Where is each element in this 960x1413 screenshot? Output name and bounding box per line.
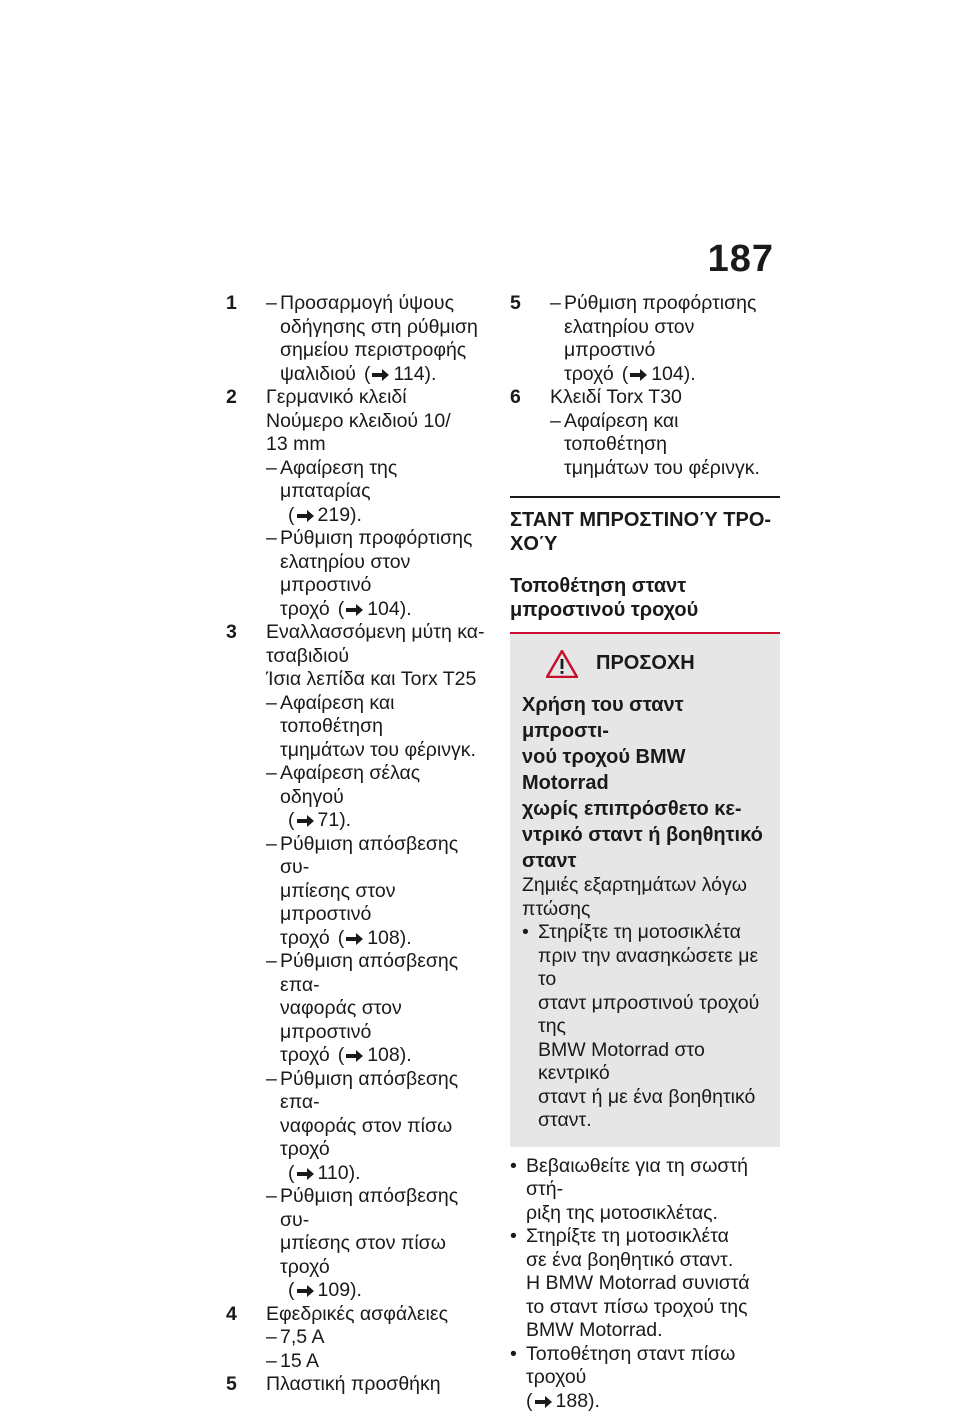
page-reference: ( 188). xyxy=(526,1390,600,1413)
line-text: σημείου περιστροφής xyxy=(280,339,466,361)
line-text: μπίεσης στον πίσω τροχό xyxy=(280,1232,446,1278)
warning-action-line: σταντ ή με ένα βοηθητικό xyxy=(538,1086,768,1110)
reference-page-number: 219). xyxy=(318,504,362,526)
line-text: Προσαρμογή ύψους xyxy=(280,292,454,314)
page-reference: ( 108). xyxy=(330,927,412,951)
item-text-line xyxy=(550,457,780,481)
sub-action-line xyxy=(266,692,488,739)
line-text: ελατηρίου στον μπροστινό xyxy=(280,551,410,597)
arrow-right-icon xyxy=(372,369,389,381)
page-reference: ( 104). xyxy=(614,363,696,387)
step-line: • Στηρίξτε τη μοτοσικλέτα xyxy=(526,1225,780,1249)
reference-page-number: 104). xyxy=(651,363,695,385)
warning-consequence xyxy=(522,874,768,921)
item-number: 6 xyxy=(510,386,540,410)
step-line xyxy=(526,1390,780,1413)
line-text: Νούμερο κλειδιού 10/ xyxy=(266,410,451,432)
item-number: 1 xyxy=(226,292,256,316)
arrow-right-icon xyxy=(297,510,314,522)
right-column xyxy=(510,292,780,1413)
line-text: τροχό xyxy=(280,1044,330,1066)
arrow-right-icon xyxy=(346,604,363,616)
item-text-line xyxy=(266,410,488,434)
line-text: ψαλιδιού xyxy=(280,363,356,385)
warning-action-line: πριν την ανασηκώσετε με το xyxy=(538,945,768,992)
line-text: Ρύθμιση απόσβεσης επα- xyxy=(280,950,458,996)
item-text-line xyxy=(266,1232,488,1279)
line-text: Γερμανικό κλειδί xyxy=(266,386,407,408)
warning-action-line: • Στηρίξτε τη μοτοσικλέτα xyxy=(538,921,768,945)
item-text-line xyxy=(266,551,488,598)
sub-action-line xyxy=(550,410,780,457)
item-text-line xyxy=(550,363,780,387)
item-text-line xyxy=(266,1115,488,1162)
item-text-line xyxy=(266,809,488,833)
tool-list-item xyxy=(510,386,780,480)
line-text: Αφαίρεση και τοποθέτηση xyxy=(564,410,678,456)
item-text-line xyxy=(266,1162,488,1186)
arrow-right-icon xyxy=(297,815,314,827)
item-number: 5 xyxy=(226,1373,256,1397)
line-text: οδήγησης στη ρύθμιση xyxy=(280,316,478,338)
sub-action-line xyxy=(266,833,488,880)
warning-action-line: BMW Motorrad στο κεντρικό xyxy=(538,1039,768,1086)
subsection-title-line: μπροστινού τροχού xyxy=(510,598,780,622)
page-reference: ( 114). xyxy=(356,363,437,387)
arrow-right-icon xyxy=(297,1168,314,1180)
reference-page-number: 71). xyxy=(318,809,352,831)
item-text-line xyxy=(266,739,488,763)
line-text: τροχό xyxy=(280,598,330,620)
section-title xyxy=(510,508,780,556)
line-text: τμημάτων του φέρινγκ. xyxy=(280,739,476,761)
line-text: Ρύθμιση προφόρτισης xyxy=(564,292,756,314)
line-text: τροχό xyxy=(280,927,330,949)
item-text-line xyxy=(266,927,488,951)
item-number: 2 xyxy=(226,386,256,410)
sub-action-line xyxy=(266,1185,488,1232)
line-text: Ίσια λεπίδα και Torx T25 xyxy=(266,668,476,690)
line-text: 7,5 A xyxy=(280,1326,324,1348)
sub-action-line xyxy=(266,1350,488,1374)
reference-page-number: 104). xyxy=(367,598,411,620)
procedure-step xyxy=(510,1155,780,1226)
line-text: τροχό xyxy=(564,363,614,385)
left-column xyxy=(226,292,488,1397)
item-text-line xyxy=(266,386,488,410)
sub-action-line xyxy=(550,292,780,316)
right-item-list xyxy=(510,292,780,480)
arrow-right-icon xyxy=(535,1396,552,1408)
warning-subject-line: χωρίς επιπρόσθετο κε- xyxy=(522,796,768,822)
line-text: ελατηρίου στον μπροστινό xyxy=(564,316,694,362)
page-reference: ( 104). xyxy=(330,598,412,622)
item-number: 3 xyxy=(226,621,256,645)
item-text-line xyxy=(266,339,488,363)
page-reference: ( 219). xyxy=(280,504,362,528)
reference-page-number: 110). xyxy=(318,1162,361,1184)
step-line: το σταντ πίσω τροχού της xyxy=(526,1296,780,1320)
page-number: 187 xyxy=(708,238,774,281)
section-title-line: ΣΤΑΝΤ ΜΠΡΟΣΤΙΝΟΎ ΤΡΟ- xyxy=(510,508,780,532)
warning-action-line: σταντ. xyxy=(538,1109,768,1133)
warning-action-line: σταντ μπροστινού τροχού της xyxy=(538,992,768,1039)
tool-list-item xyxy=(226,386,488,621)
tool-list-item xyxy=(226,292,488,386)
warning-subject-line: σταντ xyxy=(522,848,768,874)
procedure-step xyxy=(510,1343,780,1413)
step-line: BMW Motorrad. xyxy=(526,1319,780,1343)
item-text-line xyxy=(266,1279,488,1303)
arrow-right-icon xyxy=(630,369,647,381)
item-text-line xyxy=(550,386,780,410)
warning-consequence-line: πτώσης xyxy=(522,898,768,922)
warning-triangle-icon xyxy=(546,650,578,678)
item-text-line xyxy=(550,316,780,363)
sub-action-line xyxy=(266,762,488,809)
line-text: Αφαίρεση της μπαταρίας xyxy=(280,457,397,503)
line-text: Πλαστική προσθήκη xyxy=(266,1373,441,1395)
procedure-step xyxy=(510,1225,780,1343)
reference-page-number: 109). xyxy=(318,1279,362,1301)
arrow-right-icon xyxy=(346,933,363,945)
line-text: Ρύθμιση απόσβεσης συ- xyxy=(280,833,458,879)
item-text-line xyxy=(266,1044,488,1068)
line-text: Ρύθμιση προφόρτισης xyxy=(280,527,472,549)
item-text-line xyxy=(266,645,488,669)
item-text-line xyxy=(266,880,488,927)
step-line: ριξη της μοτοσικλέτας. xyxy=(526,1202,780,1226)
item-text-line xyxy=(266,1373,488,1397)
sub-action-line xyxy=(266,1326,488,1350)
reference-page-number: 188). xyxy=(556,1390,600,1412)
item-text-line xyxy=(266,621,488,645)
line-text: Ρύθμιση απόσβεσης επα- xyxy=(280,1068,458,1114)
item-text-line xyxy=(266,504,488,528)
page-reference: ( 71). xyxy=(280,809,351,833)
warning-subject-line: ντρικό σταντ ή βοηθητικό xyxy=(522,822,768,848)
tool-list-item xyxy=(226,1373,488,1397)
sub-action-line xyxy=(266,457,488,504)
page-reference: ( 109). xyxy=(280,1279,362,1303)
item-text-line xyxy=(266,363,488,387)
warning-header xyxy=(546,650,768,678)
item-number: 4 xyxy=(226,1303,256,1327)
item-text-line xyxy=(266,997,488,1044)
warning-action xyxy=(522,921,768,1133)
section-divider xyxy=(510,496,780,498)
line-text: Εφεδρικές ασφάλειες xyxy=(266,1303,448,1325)
line-text: τσαβιδιού xyxy=(266,645,349,667)
subsection-title-line: Τοποθέτηση σταντ xyxy=(510,574,780,598)
step-line: • Τοποθέτηση σταντ πίσω τροχού xyxy=(526,1343,780,1390)
item-text-line xyxy=(266,1303,488,1327)
item-text-line xyxy=(266,668,488,692)
warning-title: ΠΡΟΣΟΧΗ xyxy=(596,652,695,676)
reference-page-number: 114). xyxy=(393,363,436,385)
warning-consequence-line: Ζημιές εξαρτημάτων λόγω xyxy=(522,874,768,898)
reference-page-number: 108). xyxy=(367,927,411,949)
step-line: Η BMW Motorrad συνιστά xyxy=(526,1272,780,1296)
tool-list-item xyxy=(226,1303,488,1374)
warning-subject-line: Χρήση του σταντ μπροστι- xyxy=(522,692,768,744)
sub-action-line xyxy=(266,950,488,997)
line-text: Ρύθμιση απόσβεσης συ- xyxy=(280,1185,458,1231)
line-text: ναφοράς στον πίσω τροχό xyxy=(280,1115,452,1161)
page-reference: ( 110). xyxy=(280,1162,361,1186)
section-title-line: ΧΟΎ xyxy=(510,532,780,556)
warning-subject xyxy=(522,692,768,874)
warning-box xyxy=(510,634,780,1147)
sub-action-line xyxy=(266,292,488,316)
tool-list-item xyxy=(226,621,488,1303)
warning-subject-line: νού τροχού BMW Motorrad xyxy=(522,744,768,796)
step-line: σε ένα βοηθητικό σταντ. xyxy=(526,1249,780,1273)
arrow-right-icon xyxy=(346,1050,363,1062)
tool-list-item xyxy=(510,292,780,386)
line-text: ναφοράς στον μπροστινό xyxy=(280,997,402,1043)
subsection-title xyxy=(510,574,780,622)
item-text-line xyxy=(266,598,488,622)
line-text: Εναλλασσόμενη μύτη κα- xyxy=(266,621,485,643)
line-text: Αφαίρεση σέλας οδηγού xyxy=(280,762,420,808)
arrow-right-icon xyxy=(297,1285,314,1297)
item-text-line xyxy=(266,316,488,340)
line-text: 15 A xyxy=(280,1350,319,1372)
line-text: τμημάτων του φέρινγκ. xyxy=(564,457,760,479)
procedure-steps xyxy=(510,1155,780,1413)
item-number: 5 xyxy=(510,292,540,316)
line-text: μπίεσης στον μπροστινό xyxy=(280,880,395,926)
line-text: Αφαίρεση και τοποθέτηση xyxy=(280,692,394,738)
item-text-line xyxy=(266,433,488,457)
page-reference: ( 108). xyxy=(330,1044,412,1068)
sub-action-line xyxy=(266,527,488,551)
sub-action-line xyxy=(266,1068,488,1115)
reference-page-number: 108). xyxy=(367,1044,411,1066)
line-text: Κλειδί Torx T30 xyxy=(550,386,682,408)
step-line: • Βεβαιωθείτε για τη σωστή στή- xyxy=(526,1155,780,1202)
line-text: 13 mm xyxy=(266,433,326,455)
